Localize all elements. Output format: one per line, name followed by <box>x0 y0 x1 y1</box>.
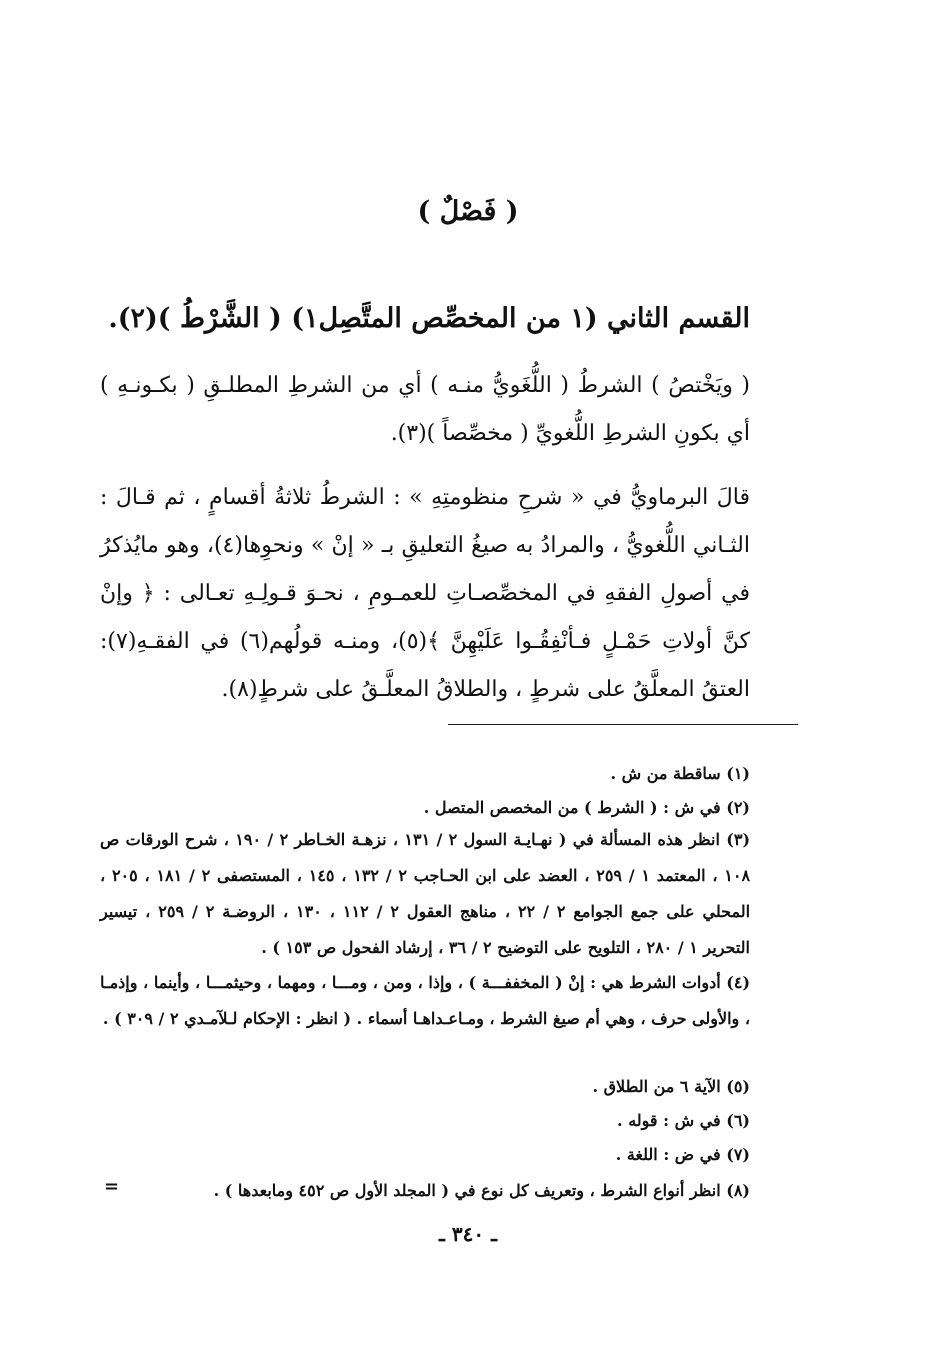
section-title: القسم الثاني (١ من المخصِّص المتَّصِل١) ( الشَّرْطُ )(٢). <box>108 303 750 334</box>
footnote-1: (١) ساقطة من ش . <box>610 764 750 783</box>
footnote-4: (٤) أدوات الشرط هي : إنْ ( المخففـــة ) ، وإذا ، ومن ، ومـــا ، ومهما ، وحيثمـــا ، وأينما ، وإذمـا ، والأولى حرف ، وهي أم صيغ الشرط ، ومـاعـداهـا أسماء . ( انظر : الإحكام لـلآمـدي ٢ / ٣٠٩ ) . <box>100 973 751 1028</box>
footnote-8: (٨) انظر أنواع الشرط ، وتعريف كل نوع في ( المجلد الأول ص ٤٥٢ ومابعدها ) . <box>213 1181 750 1200</box>
page-number: ـ ٣٤٠ ـ <box>439 1222 497 1246</box>
body-paragraph-1: ( ويَخْتصُ ) الشرطُ ( اللُّغَويُّ منـه ) أي من الشرطِ المطلـقِ ( بكـونـهِ ) أي بكونِ الشرطِ اللُّغويِّ ( مخصِّصاً )(٣). <box>100 373 750 446</box>
footnote-3: (٣) انظر هذه المسألة في ( نهـايـة السول ٢ / ١٣١ ، نزهـة الخـاطر ٢ / ١٩٠ ، شرح الورقات ص ١٠٨ ، المعتمد ١ / ٢٥٩ ، العضد على ابن الحـاجب ٢ / ١٣٢ ، ١٤٥ ، المستصفى ٢ / ١٨١ ، ٢٠٥ ، المحلي على جمع الجوامع ٢ / ٢٢ ، مناهج العقول ٢ / ١١٢ ، ١٣٠ ، الروضـة ٢ / ٢٥٩ ، تيسير التحرير ١ / ٢٨٠ ، التلويح على التوضيح ٢ / ٣٦ ، إرشاد الفحول ص ١٥٣ ) . <box>100 830 751 957</box>
chapter-heading: ( فَصْلٌ ) <box>417 196 519 227</box>
body-paragraph-2: قالَ البرماويُّ في « شرحِ منظومتِهِ » : الشرطُ ثلاثةُ أقسامٍ ، ثم قـالَ : الثـاني اللُّغويُّ ، والمرادُ به صيغُ التعليقِ بـ « إنْ » ونحوِها(٤)، وهو مايُذكرُ في أصولِ الفقهِ في المخصِّصـاتِ للعمـومِ ، نحـوَ قـولِـهِ تعـالى : ﴿ وإنْ كنَّ أولاتِ حَمْـلٍ فـأنْفِقُـوا عَلَيْهِنَّ ﴾(٥)، ومنـه قولُهم(٦) في الفقـهِ(٧): العتقُ المعلَّقُ على شرطٍ ، والطلاقُ المعلَّـقُ على شرطٍ(٨). <box>100 485 750 702</box>
footnote-separator <box>448 724 798 725</box>
footnote-2: (٢) في ش : ( الشرط ) من المخصص المتصل . <box>423 798 750 817</box>
continuation-mark: = <box>104 1176 120 1197</box>
footnote-7: (٧) في ض : اللغة . <box>615 1145 750 1164</box>
footnote-5: (٥) الآية ٦ من الطلاق . <box>592 1077 750 1096</box>
footnote-6: (٦) في ش : قوله . <box>617 1111 750 1130</box>
